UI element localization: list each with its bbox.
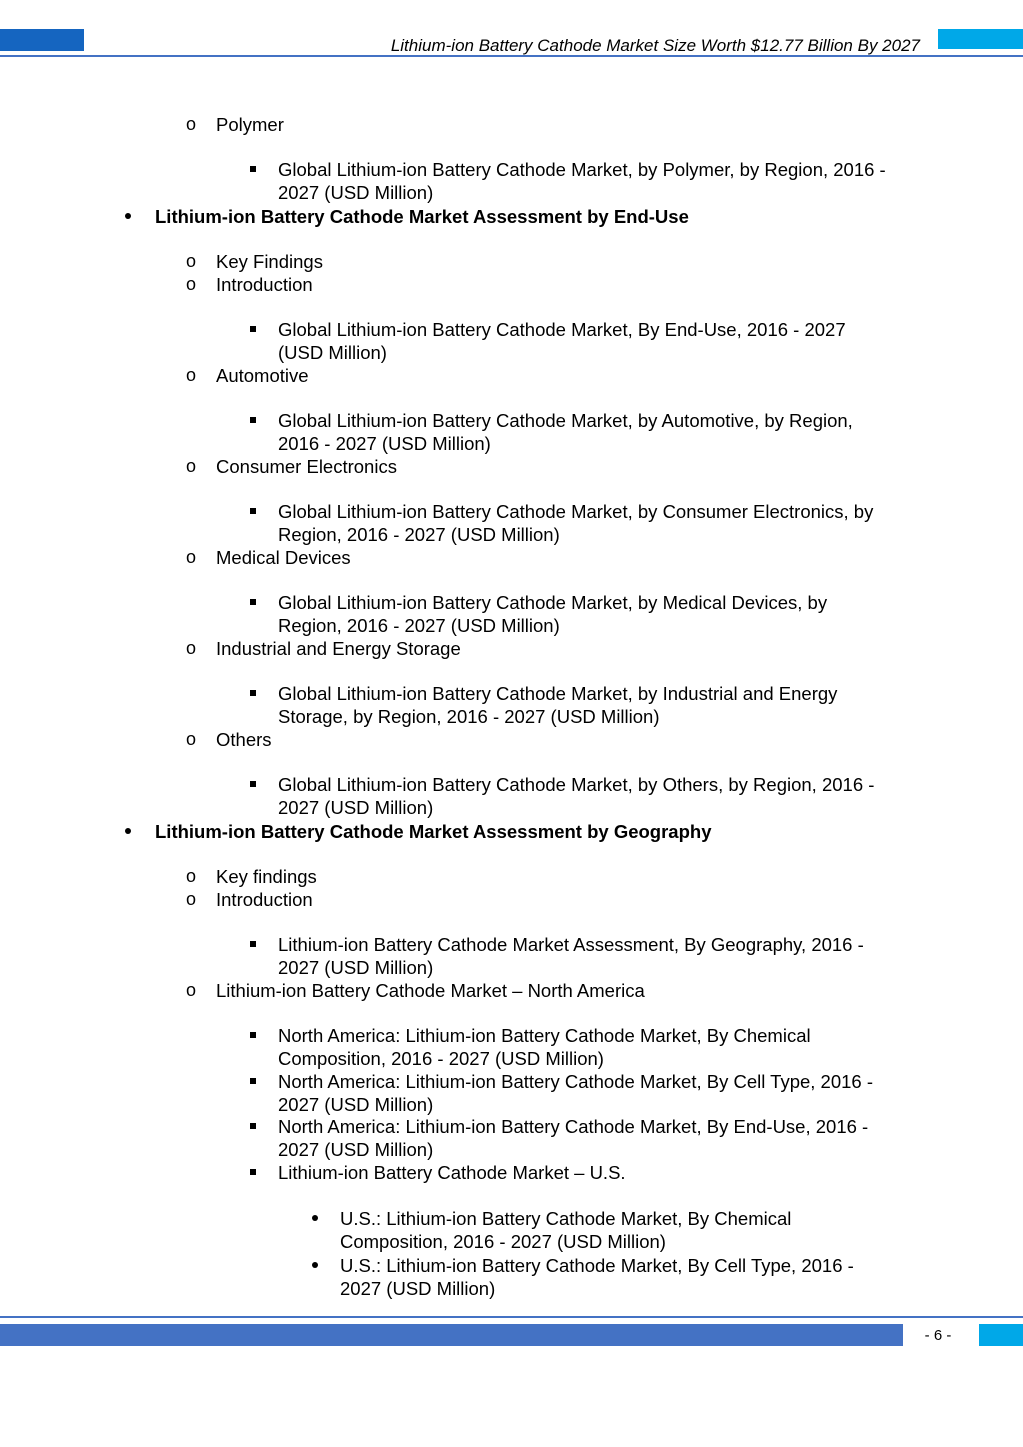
- list-item-continuation: 2027 (USD Million): [340, 1278, 496, 1299]
- disc-bullet-icon: [125, 213, 131, 219]
- list-item: Lithium-ion Battery Cathode Market – U.S.: [278, 1162, 626, 1183]
- list-item: Global Lithium-ion Battery Cathode Market, by Automotive, by Region,: [278, 410, 853, 431]
- section-heading: Lithium-ion Battery Cathode Market Assessment by End-Use: [155, 206, 689, 227]
- page-number: - 6 -: [924, 1327, 952, 1344]
- disc-bullet-icon: [312, 1215, 318, 1221]
- circle-bullet-icon: o: [186, 889, 197, 909]
- list-item: Key findings: [216, 866, 317, 887]
- list-item: Industrial and Energy Storage: [216, 638, 461, 659]
- list-item-continuation: 2027 (USD Million): [278, 1139, 434, 1160]
- circle-bullet-icon: o: [186, 866, 197, 886]
- list-item: Introduction: [216, 889, 313, 910]
- header-title: Lithium-ion Battery Cathode Market Size Worth $12.77 Billion By 2027: [390, 36, 920, 55]
- header-accent-bar-left: [0, 29, 84, 51]
- list-item: U.S.: Lithium-ion Battery Cathode Market, By Cell Type, 2016 -: [340, 1255, 854, 1276]
- list-item-continuation: Storage, by Region, 2016 - 2027 (USD Million): [278, 706, 660, 727]
- list-item: Global Lithium-ion Battery Cathode Market, by Polymer, by Region, 2016 -: [278, 159, 886, 180]
- disc-bullet-icon: [312, 1262, 318, 1268]
- list-item: Global Lithium-ion Battery Cathode Market, by Industrial and Energy: [278, 683, 838, 704]
- square-bullet-icon: [250, 781, 256, 787]
- list-item: Introduction: [216, 274, 313, 295]
- list-item-continuation: 2016 - 2027 (USD Million): [278, 433, 491, 454]
- square-bullet-icon: [250, 690, 256, 696]
- list-item: Key Findings: [216, 251, 323, 272]
- circle-bullet-icon: o: [186, 980, 197, 1000]
- footer-accent-bar-left: [0, 1324, 903, 1346]
- list-item: Lithium-ion Battery Cathode Market – North America: [216, 980, 645, 1001]
- list-item-continuation: 2027 (USD Million): [278, 797, 434, 818]
- footer-accent-bar-right: [979, 1324, 1023, 1346]
- list-item-continuation: Region, 2016 - 2027 (USD Million): [278, 524, 560, 545]
- circle-bullet-icon: o: [186, 274, 197, 294]
- list-item: Global Lithium-ion Battery Cathode Market, by Consumer Electronics, by: [278, 501, 874, 522]
- header-accent-bar-right: [938, 29, 1023, 49]
- square-bullet-icon: [250, 1123, 256, 1129]
- circle-bullet-icon: o: [186, 456, 197, 476]
- list-item: Global Lithium-ion Battery Cathode Market, By End-Use, 2016 - 2027: [278, 319, 846, 340]
- list-item: Automotive: [216, 365, 309, 386]
- square-bullet-icon: [250, 1169, 256, 1175]
- circle-bullet-icon: o: [186, 729, 197, 749]
- list-item: North America: Lithium-ion Battery Cathode Market, By Cell Type, 2016 -: [278, 1071, 874, 1092]
- footer-rule: [0, 1316, 1023, 1318]
- list-item-continuation: 2027 (USD Million): [278, 182, 434, 203]
- list-item-continuation: Composition, 2016 - 2027 (USD Million): [278, 1048, 604, 1069]
- list-item-continuation: Composition, 2016 - 2027 (USD Million): [340, 1231, 666, 1252]
- list-item: U.S.: Lithium-ion Battery Cathode Market, By Chemical: [340, 1208, 792, 1229]
- header-rule: [0, 55, 1023, 57]
- list-item: Global Lithium-ion Battery Cathode Market, by Others, by Region, 2016 -: [278, 774, 875, 795]
- circle-bullet-icon: o: [186, 638, 197, 658]
- square-bullet-icon: [250, 417, 256, 423]
- square-bullet-icon: [250, 1078, 256, 1084]
- circle-bullet-icon: o: [186, 114, 197, 134]
- square-bullet-icon: [250, 1032, 256, 1038]
- disc-bullet-icon: [125, 828, 131, 834]
- list-item: Global Lithium-ion Battery Cathode Market, by Medical Devices, by: [278, 592, 828, 613]
- list-item: North America: Lithium-ion Battery Cathode Market, By Chemical: [278, 1025, 811, 1046]
- circle-bullet-icon: o: [186, 547, 197, 567]
- square-bullet-icon: [250, 166, 256, 172]
- list-item: Lithium-ion Battery Cathode Market Assessment, By Geography, 2016 -: [278, 934, 864, 955]
- list-item: Consumer Electronics: [216, 456, 397, 477]
- list-item: Medical Devices: [216, 547, 351, 568]
- list-item-continuation: 2027 (USD Million): [278, 957, 434, 978]
- section-heading: Lithium-ion Battery Cathode Market Assessment by Geography: [155, 821, 712, 842]
- list-item-continuation: 2027 (USD Million): [278, 1094, 434, 1115]
- circle-bullet-icon: o: [186, 251, 197, 271]
- square-bullet-icon: [250, 941, 256, 947]
- circle-bullet-icon: o: [186, 365, 197, 385]
- square-bullet-icon: [250, 599, 256, 605]
- square-bullet-icon: [250, 326, 256, 332]
- list-item: Polymer: [216, 114, 284, 135]
- list-item: Others: [216, 729, 272, 750]
- list-item-continuation: Region, 2016 - 2027 (USD Million): [278, 615, 560, 636]
- square-bullet-icon: [250, 508, 256, 514]
- list-item-continuation: (USD Million): [278, 342, 387, 363]
- list-item: North America: Lithium-ion Battery Cathode Market, By End-Use, 2016 -: [278, 1116, 869, 1137]
